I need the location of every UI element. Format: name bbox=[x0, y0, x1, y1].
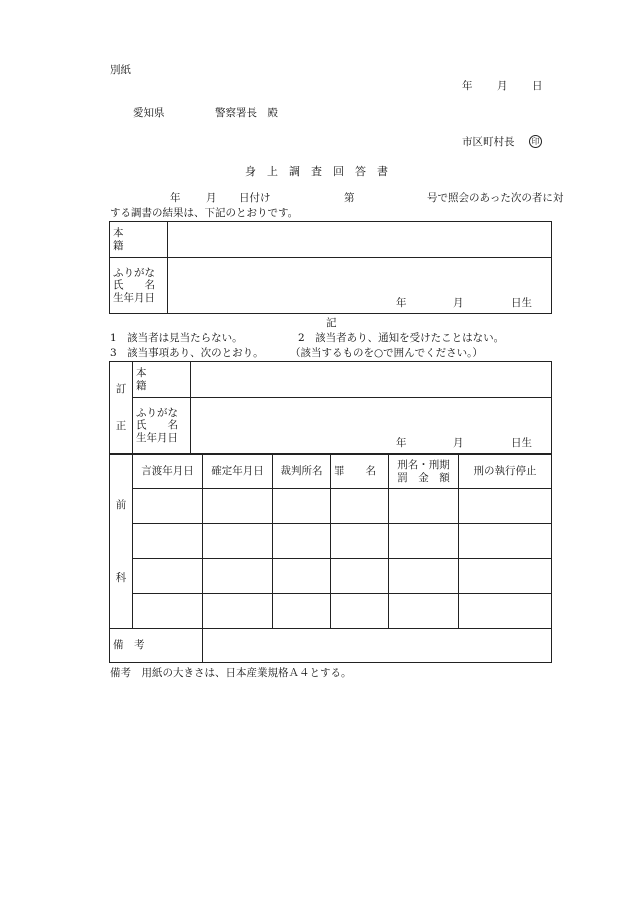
correction-honseki-field[interactable] bbox=[191, 362, 552, 398]
intro-year: 年 bbox=[170, 192, 181, 204]
col-court: 裁判所名 bbox=[273, 455, 331, 489]
correction-side-label: 訂 正 bbox=[110, 362, 133, 454]
footnote: 備考 用紙の大きさは、日本産業規格Ａ４とする。 bbox=[110, 667, 352, 679]
birth-year: 年 bbox=[396, 296, 407, 309]
table-row bbox=[110, 524, 552, 559]
addressee-title: 警察署長 殿 bbox=[215, 107, 278, 119]
intro-number-prefix: 第 bbox=[344, 192, 355, 204]
option-3: 3 該当事項あり、次のとおり。 bbox=[110, 347, 264, 359]
table-row bbox=[110, 489, 552, 524]
date-month: 月 bbox=[497, 80, 508, 92]
date-year: 年 bbox=[462, 80, 473, 92]
option-3-note: （該当するものを○で囲んでください。） bbox=[290, 347, 483, 359]
intro-line1-tail: 号で照会のあった次の者に対 bbox=[427, 192, 564, 204]
col-suspension: 刑の執行停止 bbox=[459, 455, 552, 489]
correction-table bbox=[109, 361, 552, 454]
birth-label: 生年月日 bbox=[113, 291, 155, 304]
correction-name-birth-label bbox=[133, 398, 191, 454]
correction-birth-day: 日生 bbox=[511, 436, 532, 449]
correction-shimei-label: 氏 名 bbox=[136, 419, 178, 432]
attachment-label: 別紙 bbox=[110, 64, 131, 76]
table-row bbox=[110, 594, 552, 629]
name-birth-field[interactable] bbox=[168, 258, 552, 314]
document-title: 身 上 調 査 回 答 書 bbox=[245, 165, 388, 178]
correction-honseki-label: 本 籍 bbox=[133, 362, 191, 398]
intro-month: 月 bbox=[206, 192, 217, 204]
col-penalty: 刑名・刑期 罰 金 額 bbox=[389, 455, 459, 489]
correction-furigana-label: ふりがな bbox=[136, 406, 178, 419]
date-day: 日 bbox=[532, 80, 543, 92]
sender-name: 市区町村長 bbox=[462, 136, 515, 148]
addressee-prefecture: 愛知県 bbox=[133, 107, 165, 119]
correction-birth-month: 月 bbox=[453, 436, 464, 449]
furigana-label: ふりがな bbox=[113, 266, 155, 279]
correction-birth-label: 生年月日 bbox=[136, 431, 178, 444]
col-sentence-date: 言渡年月日 bbox=[133, 455, 203, 489]
col-final-date: 確定年月日 bbox=[203, 455, 273, 489]
intro-day: 日付け bbox=[239, 192, 271, 204]
name-birth-label bbox=[110, 258, 168, 314]
record-table bbox=[109, 454, 552, 663]
col-crime: 罪 名 bbox=[331, 455, 389, 489]
option-1: 1 該当者は見当たらない。 bbox=[110, 332, 243, 344]
person-table bbox=[109, 221, 552, 314]
seal-mark: 印 bbox=[529, 135, 542, 148]
honseki-field[interactable] bbox=[168, 222, 552, 258]
shimei-label: 氏 名 bbox=[113, 279, 155, 292]
correction-birth-year: 年 bbox=[396, 436, 407, 449]
birth-day: 日生 bbox=[511, 296, 532, 309]
ki-label: 記 bbox=[326, 317, 337, 329]
honseki-label: 本 籍 bbox=[110, 222, 168, 258]
remarks-field[interactable] bbox=[203, 629, 552, 663]
option-2: 2 該当者あり、通知を受けたことはない。 bbox=[298, 332, 505, 344]
birth-month: 月 bbox=[453, 296, 464, 309]
table-row bbox=[110, 559, 552, 594]
record-side-label: 前 科 bbox=[110, 455, 133, 629]
intro-line2: する調書の結果は、下記のとおりです。 bbox=[110, 207, 299, 219]
correction-name-birth-field[interactable] bbox=[191, 398, 552, 454]
remarks-label: 備 考 bbox=[110, 629, 203, 663]
